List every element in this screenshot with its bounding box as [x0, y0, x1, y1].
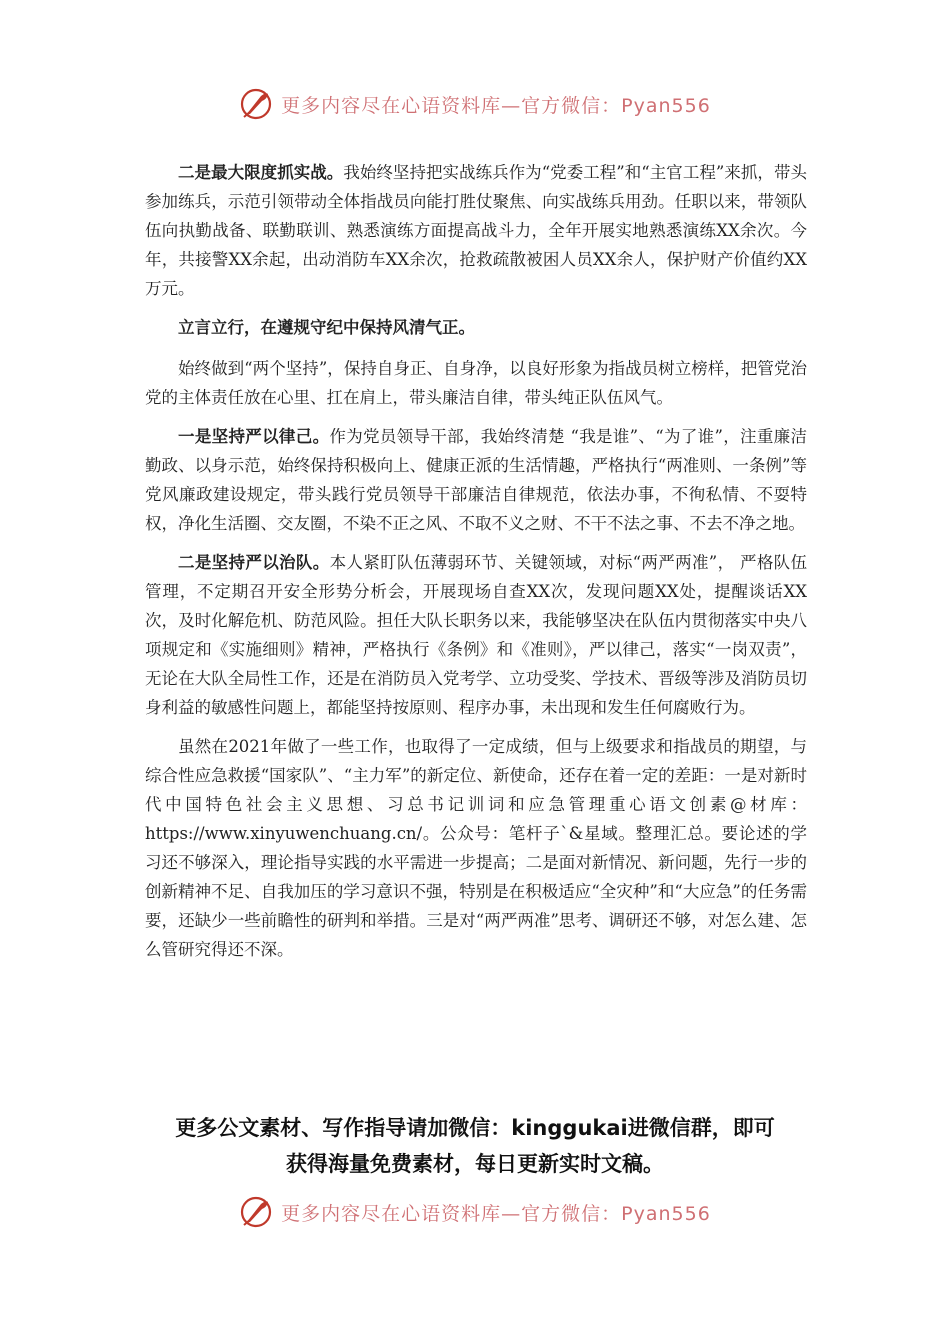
paragraph: 始终做到“两个坚持”，保持自身正、自身净，以良好形象为指战员树立榜样，把管党治党的主体责任放在心里、扛在肩上，带头廉洁自律，带头纯正队伍风气。	[145, 359, 807, 407]
quill-pen-logo	[239, 87, 273, 121]
paragraph: 虽然在2021年做了一些工作，也取得了一定成绩，但与上级要求和指战员的期望，与综合性应急救援“国家队”、“主力军”的新定位、新使命，还存在着一定的差距：一是对新时代中国特色社会主义思想、习总书记训词和应急管理重心语文创素@材库：https://www.xinyuwenchuang.cn/。公众号：笔杆子`&星域。整理汇总。要论述的学习还不够深入，理论指导实践的水平需进一步提高；二是面对新情况、新问题，先行一步的创新精神不足、自我加压的学习意识不强，特别是在积极适应“全灾种”和“大应急”的任务需要，还缺少一些前瞻性的研判和举措。三是对“两严两准”思考、调研还不够，对怎么建、怎么管研究得还不深。	[145, 737, 807, 959]
footer-promo-line1: 更多公文素材、写作指导请加微信：kinggukai进微信群，即可	[175, 1116, 775, 1140]
paragraph: 一是坚持严以律己。作为党员领导干部，我始终清楚 “我是谁”、“为了谁”，注重廉洁勤政、以身示范，始终保持积极向上、健康正派的生活情趣，严格执行“两准则、一条例”等党风廉政建设规定，带头践行党员领导干部廉洁自律规范，依法办事，不徇私情、不耍特权，净化生活圈、交友圈，不染不正之风、不取不义之财、不干不法之事、不去不净之地。	[145, 427, 807, 533]
footer-promo-line2: 获得海量免费素材，每日更新实时文稿。	[286, 1152, 664, 1176]
quill-pen-logo	[239, 1195, 273, 1229]
section-heading: 立言立行，在遵规守纪中保持风清气正。	[178, 318, 475, 337]
paragraph: 二是最大限度抓实战。我始终坚持把实战练兵作为“党委工程”和“主官工程”来抓，带头参加练兵，示范引领带动全体指战员向能打胜仗聚焦、向实战练兵用劲。任职以来，带领队伍向执勤战备、联勤联训、熟悉演练方面提高战斗力，全年开展实地熟悉演练XX余次。今年，共接警XX余起，出动消防车XX余次，抢救疏散被困人员XX余人，保护财产价值约XX万元。	[145, 163, 807, 298]
banner-text: 更多内容尽在心语资料库—官方微信：Pyan556	[281, 1202, 711, 1225]
paragraph: 二是坚持严以治队。本人紧盯队伍薄弱环节、关键领域，对标“两严两准”， 严格队伍管理，不定期召开安全形势分析会，开展现场自查XX次，发现问题XX处，提醒谈话XX次，及时化解危机、防范风险。担任大队长职务以来，我能够坚决在队伍内贯彻落实中央八项规定和《实施细则》精神，严格执行《条例》和《准则》，严以律己，落实“一岗双责”，无论在大队全局性工作，还是在消防员入党考学、立功受奖、学技术、晋级等涉及消防员切身利益的敏感性问题上，都能坚持按原则、程序办事，未出现和发生任何腐败行为。	[145, 553, 808, 717]
document-body	[145, 158, 807, 974]
banner-text: 更多内容尽在心语资料库—官方微信：Pyan556	[281, 94, 711, 117]
footer-promo	[120, 1110, 830, 1182]
footer-banner	[0, 1192, 950, 1232]
header-banner	[0, 84, 950, 124]
